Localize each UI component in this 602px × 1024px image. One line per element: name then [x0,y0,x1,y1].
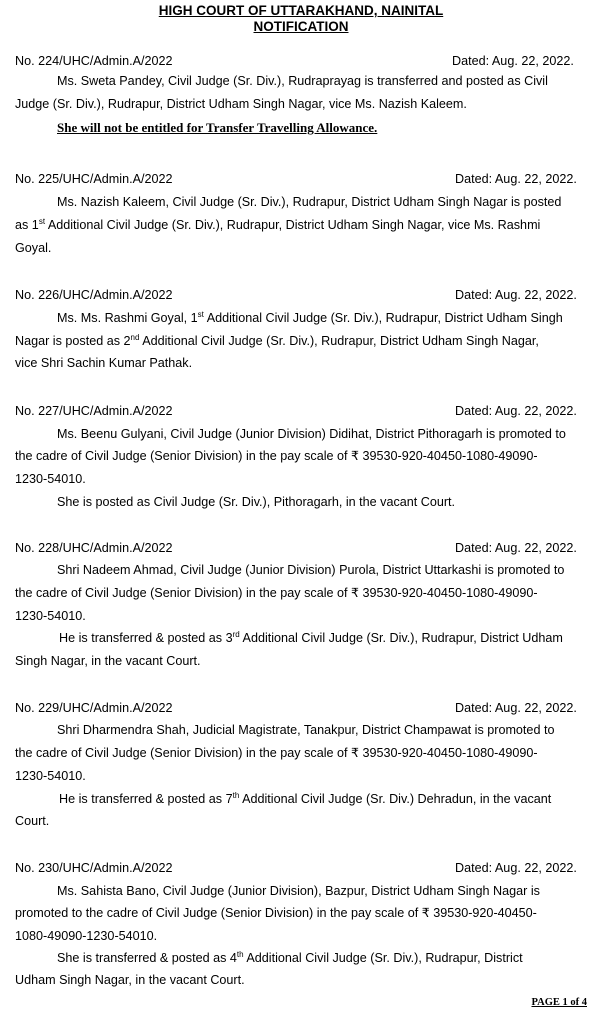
notice-date: Dated: Aug. 22, 2022. [455,172,577,186]
notice-text: Ms. Nazish Kaleem, Civil Judge (Sr. Div.), Rudrapur, District Udham Singh Nagar is posted [57,195,562,209]
notice-text: 1230-54010. [15,609,86,623]
notice-text: Ms. Ms. Rashmi Goyal, 1st Additional Civil Judge (Sr. Div.), Rudrapur, District Udham Singh [57,310,563,325]
document-title: HIGH COURT OF UTTARAKHAND, NAINITAL [158,3,444,18]
notice-text: She is posted as Civil Judge (Sr. Div.), Pithoragarh, in the vacant Court. [57,495,456,509]
notice-text: the cadre of Civil Judge (Senior Division) in the pay scale of ₹ 39530-920-40450-1080-49090- [15,746,538,760]
notice-date: Dated: Aug. 22, 2022. [455,404,577,418]
notice-text: She is transferred & posted as 4th Additional Civil Judge (Sr. Div.), Rudrapur, District [57,950,523,965]
notice-text: Judge (Sr. Div.), Rudrapur, District Udham Singh Nagar, vice Ms. Nazish Kaleem. [15,97,467,111]
notice-number: No. 226/UHC/Admin.A/2022 [15,288,173,302]
notice-text: Shri Nadeem Ahmad, Civil Judge (Junior Division) Purola, District Uttarkashi is promoted to [57,563,565,577]
notice-text: promoted to the cadre of Civil Judge (Senior Division) in the pay scale of ₹ 39530-920-40450- [15,906,537,920]
notice-text: Court. [15,814,50,828]
notice-note: She will not be entitled for Transfer Travelling Allowance. [57,120,378,135]
notice-date: Dated: Aug. 22, 2022. [455,701,577,715]
notice-text: Nagar is posted as 2nd Additional Civil Judge (Sr. Div.), Rudrapur, District Udham Singh Nagar, [15,333,539,348]
notice-text: vice Shri Sachin Kumar Pathak. [15,356,193,370]
notice-text: Shri Dharmendra Shah, Judicial Magistrate, Tanakpur, District Champawat is promoted to [57,723,555,737]
notice-text: the cadre of Civil Judge (Senior Division) in the pay scale of ₹ 39530-920-40450-1080-49090- [15,586,538,600]
notice-number: No. 224/UHC/Admin.A/2022 [15,54,173,68]
notice-date: Dated: Aug. 22, 2022. [452,54,574,68]
notice-text: Ms. Sahista Bano, Civil Judge (Junior Division), Bazpur, District Udham Singh Nagar is [57,884,540,898]
notice-text: 1080-49090-1230-54010. [15,929,158,943]
notice-date: Dated: Aug. 22, 2022. [455,288,577,302]
notice-number: No. 227/UHC/Admin.A/2022 [15,404,173,418]
notice-text: He is transferred & posted as 7th Additional Civil Judge (Sr. Div.) Dehradun, in the vacant [59,791,552,806]
notice-text: 1230-54010. [15,769,86,783]
page-number: PAGE 1 of 4 [531,997,587,1008]
notice-text: 1230-54010. [15,472,86,486]
notice-text: Goyal. [15,241,52,255]
notice-number: No. 225/UHC/Admin.A/2022 [15,172,173,186]
notice-date: Dated: Aug. 22, 2022. [455,541,577,555]
document-subtitle: NOTIFICATION [253,19,349,34]
notice-text: Udham Singh Nagar, in the vacant Court. [15,973,245,987]
notice-text: He is transferred & posted as 3rd Additional Civil Judge (Sr. Div.), Rudrapur, District Udham [59,630,563,645]
notice-number: No. 230/UHC/Admin.A/2022 [15,861,173,875]
notice-text: Ms. Beenu Gulyani, Civil Judge (Junior Division) Didihat, District Pithoragarh is promoted to [57,427,566,441]
notice-number: No. 229/UHC/Admin.A/2022 [15,701,173,715]
notice-date: Dated: Aug. 22, 2022. [455,861,577,875]
notice-text: as 1st Additional Civil Judge (Sr. Div.), Rudrapur, District Udham Singh Nagar, vice Ms. Rashmi [15,217,541,232]
notice-text: Ms. Sweta Pandey, Civil Judge (Sr. Div.), Rudraprayag is transferred and posted as Civil [57,74,548,88]
notice-text: the cadre of Civil Judge (Senior Division) in the pay scale of ₹ 39530-920-40450-1080-49090- [15,449,538,463]
notice-text: Singh Nagar, in the vacant Court. [15,654,201,668]
notice-number: No. 228/UHC/Admin.A/2022 [15,541,173,555]
